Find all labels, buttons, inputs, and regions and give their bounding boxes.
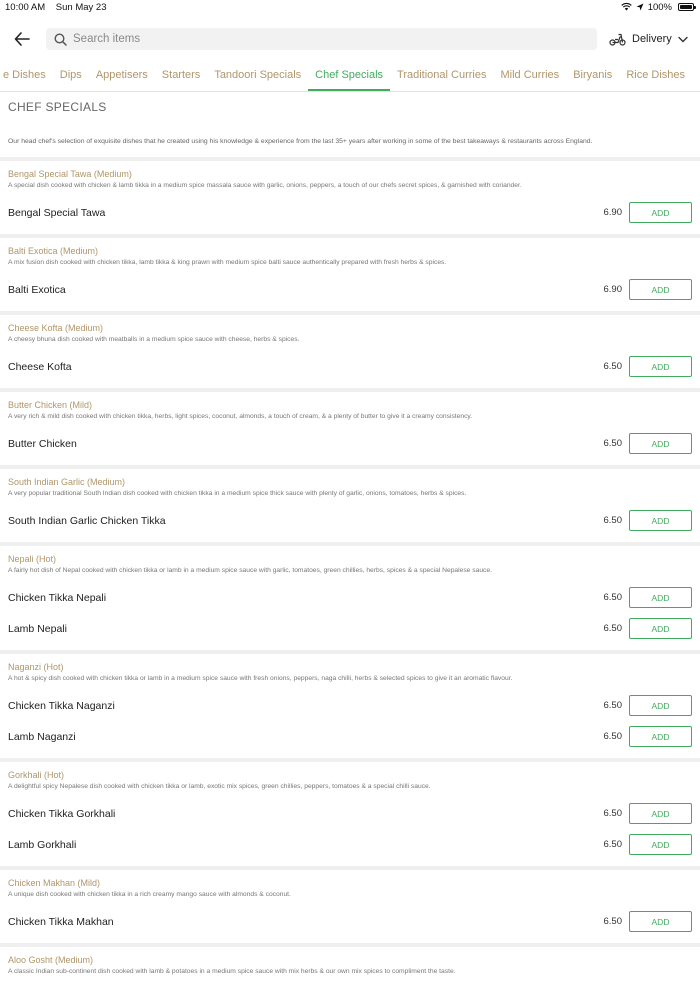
group-description: A special dish cooked with chicken & lamb tikka in a medium spice massala sauce with garlic, onions, peppers, a touch of our chefs secret spices, & garnished with coriander. (8, 182, 522, 189)
group-name: Cheese Kofta (Medium) (8, 323, 104, 333)
menu-group (0, 311, 700, 388)
menu-group (0, 465, 700, 542)
back-button[interactable] (8, 25, 36, 53)
group-name: Bengal Special Tawa (Medium) (8, 169, 132, 179)
item-name: Cheese Kofta (8, 360, 72, 373)
menu-group (0, 943, 700, 989)
section-title: CHEF SPECIALS (8, 100, 107, 114)
wifi-icon (621, 3, 632, 11)
delivery-selector[interactable] (609, 33, 688, 46)
menu-groups (0, 157, 700, 989)
tab-dips[interactable]: Dips (59, 69, 82, 81)
item-price: 6.50 (603, 438, 622, 449)
menu-group (0, 758, 700, 866)
add-button[interactable]: ADD (629, 510, 692, 531)
menu-item-row (8, 721, 692, 752)
add-button[interactable]: ADD (629, 726, 692, 747)
delivery-label: Delivery (632, 33, 672, 45)
add-button[interactable]: ADD (629, 356, 692, 377)
menu-item-row (8, 829, 692, 860)
menu-group (0, 388, 700, 465)
search-icon (54, 33, 67, 46)
item-name: Chicken Tikka Makhan (8, 915, 114, 928)
group-name: Balti Exotica (Medium) (8, 246, 99, 256)
arrow-left-icon (14, 32, 30, 46)
status-right (621, 2, 694, 13)
menu-group (0, 866, 700, 943)
add-button[interactable]: ADD (629, 202, 692, 223)
group-spacer (8, 983, 692, 989)
item-price: 6.50 (603, 623, 622, 634)
scooter-icon (609, 33, 626, 46)
item-price: 6.50 (603, 839, 622, 850)
section-description: Our head chef's selection of exquisite dishes that he created using his knowledge & experience from the last 35+ years after working in some of the best takeaways & restaurants across England. (8, 138, 593, 145)
battery-percent: 100% (647, 1, 672, 13)
add-button[interactable]: ADD (629, 618, 692, 639)
item-name: Balti Exotica (8, 283, 66, 296)
group-name: Nepali (Hot) (8, 554, 57, 564)
add-button[interactable]: ADD (629, 695, 692, 716)
group-description: A mix fusion dish cooked with chicken tikka, lamb tikka & king prawn with medium spice balti sauce authentically prepared with fresh herbs & spices. (8, 259, 447, 266)
group-description: A hot & spicy dish cooked with chicken tikka or lamb in a medium spice sauce with fresh onions, peppers, naga chilli, herbs & selected spices to give it an aromatic flavour. (8, 675, 513, 682)
item-price: 6.50 (603, 592, 622, 603)
item-name: Butter Chicken (8, 437, 77, 450)
add-button[interactable]: ADD (629, 433, 692, 454)
menu-item-row (8, 505, 692, 536)
status-left (5, 2, 114, 13)
chevron-down-icon (678, 36, 688, 43)
status-bar (0, 0, 700, 14)
tab-rice-dishes[interactable]: Rice Dishes (626, 69, 685, 81)
tab-biryanis[interactable]: Biryanis (573, 69, 613, 81)
menu-item-row (8, 582, 692, 613)
category-tabs (0, 64, 700, 92)
item-name: Lamb Gorkhali (8, 838, 77, 851)
menu-group (0, 650, 700, 758)
group-description: A cheesy bhuna dish cooked with meatballs in a medium spice sauce with cheese, herbs & spices. (8, 336, 300, 343)
menu-item-row (8, 351, 692, 382)
tab-mild-curries[interactable]: Mild Curries (500, 69, 560, 81)
menu-item-row (8, 613, 692, 644)
item-name: Chicken Tikka Gorkhali (8, 807, 116, 820)
item-price: 6.50 (603, 515, 622, 526)
item-name: Lamb Naganzi (8, 730, 76, 743)
group-description: A fairly hot dish of Nepal cooked with chicken tikka or lamb in a medium spice sauce with garlic, tomatoes, green chillies, herbs, spices & a special Nepalese sauce. (8, 567, 492, 574)
item-name: Chicken Tikka Naganzi (8, 699, 115, 712)
group-description: A classic Indian sub-continent dish cooked with lamb & potatoes in a medium spice sauce with mix herbs & our own mix spices to compliment the taste. (8, 968, 456, 975)
tab-e-dishes[interactable]: e Dishes (3, 69, 46, 81)
tab-traditional-curries[interactable]: Traditional Curries (397, 69, 487, 81)
group-name: Aloo Gosht (Medium) (8, 955, 94, 965)
group-description: A delightful spicy Nepalese dish cooked with chicken tikka or lamb, exotic mix spices, green chillies, peppers, tomatoes & a special chilli sauce. (8, 783, 431, 790)
search-input[interactable] (73, 33, 589, 45)
item-price: 6.50 (603, 361, 622, 372)
category-tabs-track (0, 64, 692, 92)
group-name: Chicken Makhan (Mild) (8, 878, 101, 888)
item-price: 6.50 (603, 731, 622, 742)
add-button[interactable]: ADD (629, 803, 692, 824)
group-description: A very rich & mild dish cooked with chicken tikka, herbs, light spices, coconut, almonds, a touch of cream, & a plenty of butter to give it a creamy consistency. (8, 413, 473, 420)
tab-starters[interactable]: Starters (161, 69, 201, 81)
search-bar[interactable] (46, 28, 597, 50)
item-price: 6.50 (603, 916, 622, 927)
battery-icon (678, 3, 694, 11)
item-name: South Indian Garlic Chicken Tikka (8, 514, 166, 527)
tab-tandoori-specials[interactable]: Tandoori Specials (214, 69, 302, 81)
menu-group (0, 234, 700, 311)
item-price: 6.90 (603, 207, 622, 218)
group-name: Gorkhali (Hot) (8, 770, 65, 780)
menu-item-row (8, 428, 692, 459)
add-button[interactable]: ADD (629, 911, 692, 932)
menu-item-row (8, 798, 692, 829)
menu-group (0, 542, 700, 650)
top-bar (0, 14, 700, 64)
add-button[interactable]: ADD (629, 587, 692, 608)
menu-item-row (8, 274, 692, 305)
group-name: South Indian Garlic (Medium) (8, 477, 126, 487)
group-description: A very popular traditional South Indian dish cooked with chicken tikka in a medium spice thick sauce with plenty of garlic, onions, tomatoes, herbs & spices. (8, 490, 467, 497)
group-description: A unique dish cooked with chicken tikka in a rich creamy mango sauce with almonds & coconut. (8, 891, 291, 898)
menu-item-row (8, 690, 692, 721)
group-name: Butter Chicken (Mild) (8, 400, 93, 410)
menu-item-row (8, 906, 692, 937)
tab-chef-specials[interactable]: Chef Specials (308, 64, 390, 91)
menu-group (0, 157, 700, 234)
location-arrow-icon (636, 3, 644, 11)
item-price: 6.50 (603, 700, 622, 711)
item-price: 6.90 (603, 284, 622, 295)
group-name: Naganzi (Hot) (8, 662, 64, 672)
item-price: 6.50 (603, 808, 622, 819)
tab-appetisers[interactable]: Appetisers (95, 69, 148, 81)
status-time: 10:00 AM (5, 1, 46, 13)
add-button[interactable]: ADD (629, 834, 692, 855)
menu-item-row (8, 197, 692, 228)
status-date: Sun May 23 (55, 1, 107, 13)
item-name: Chicken Tikka Nepali (8, 591, 107, 604)
add-button[interactable]: ADD (629, 279, 692, 300)
item-name: Bengal Special Tawa (8, 206, 106, 219)
item-name: Lamb Nepali (8, 622, 67, 635)
